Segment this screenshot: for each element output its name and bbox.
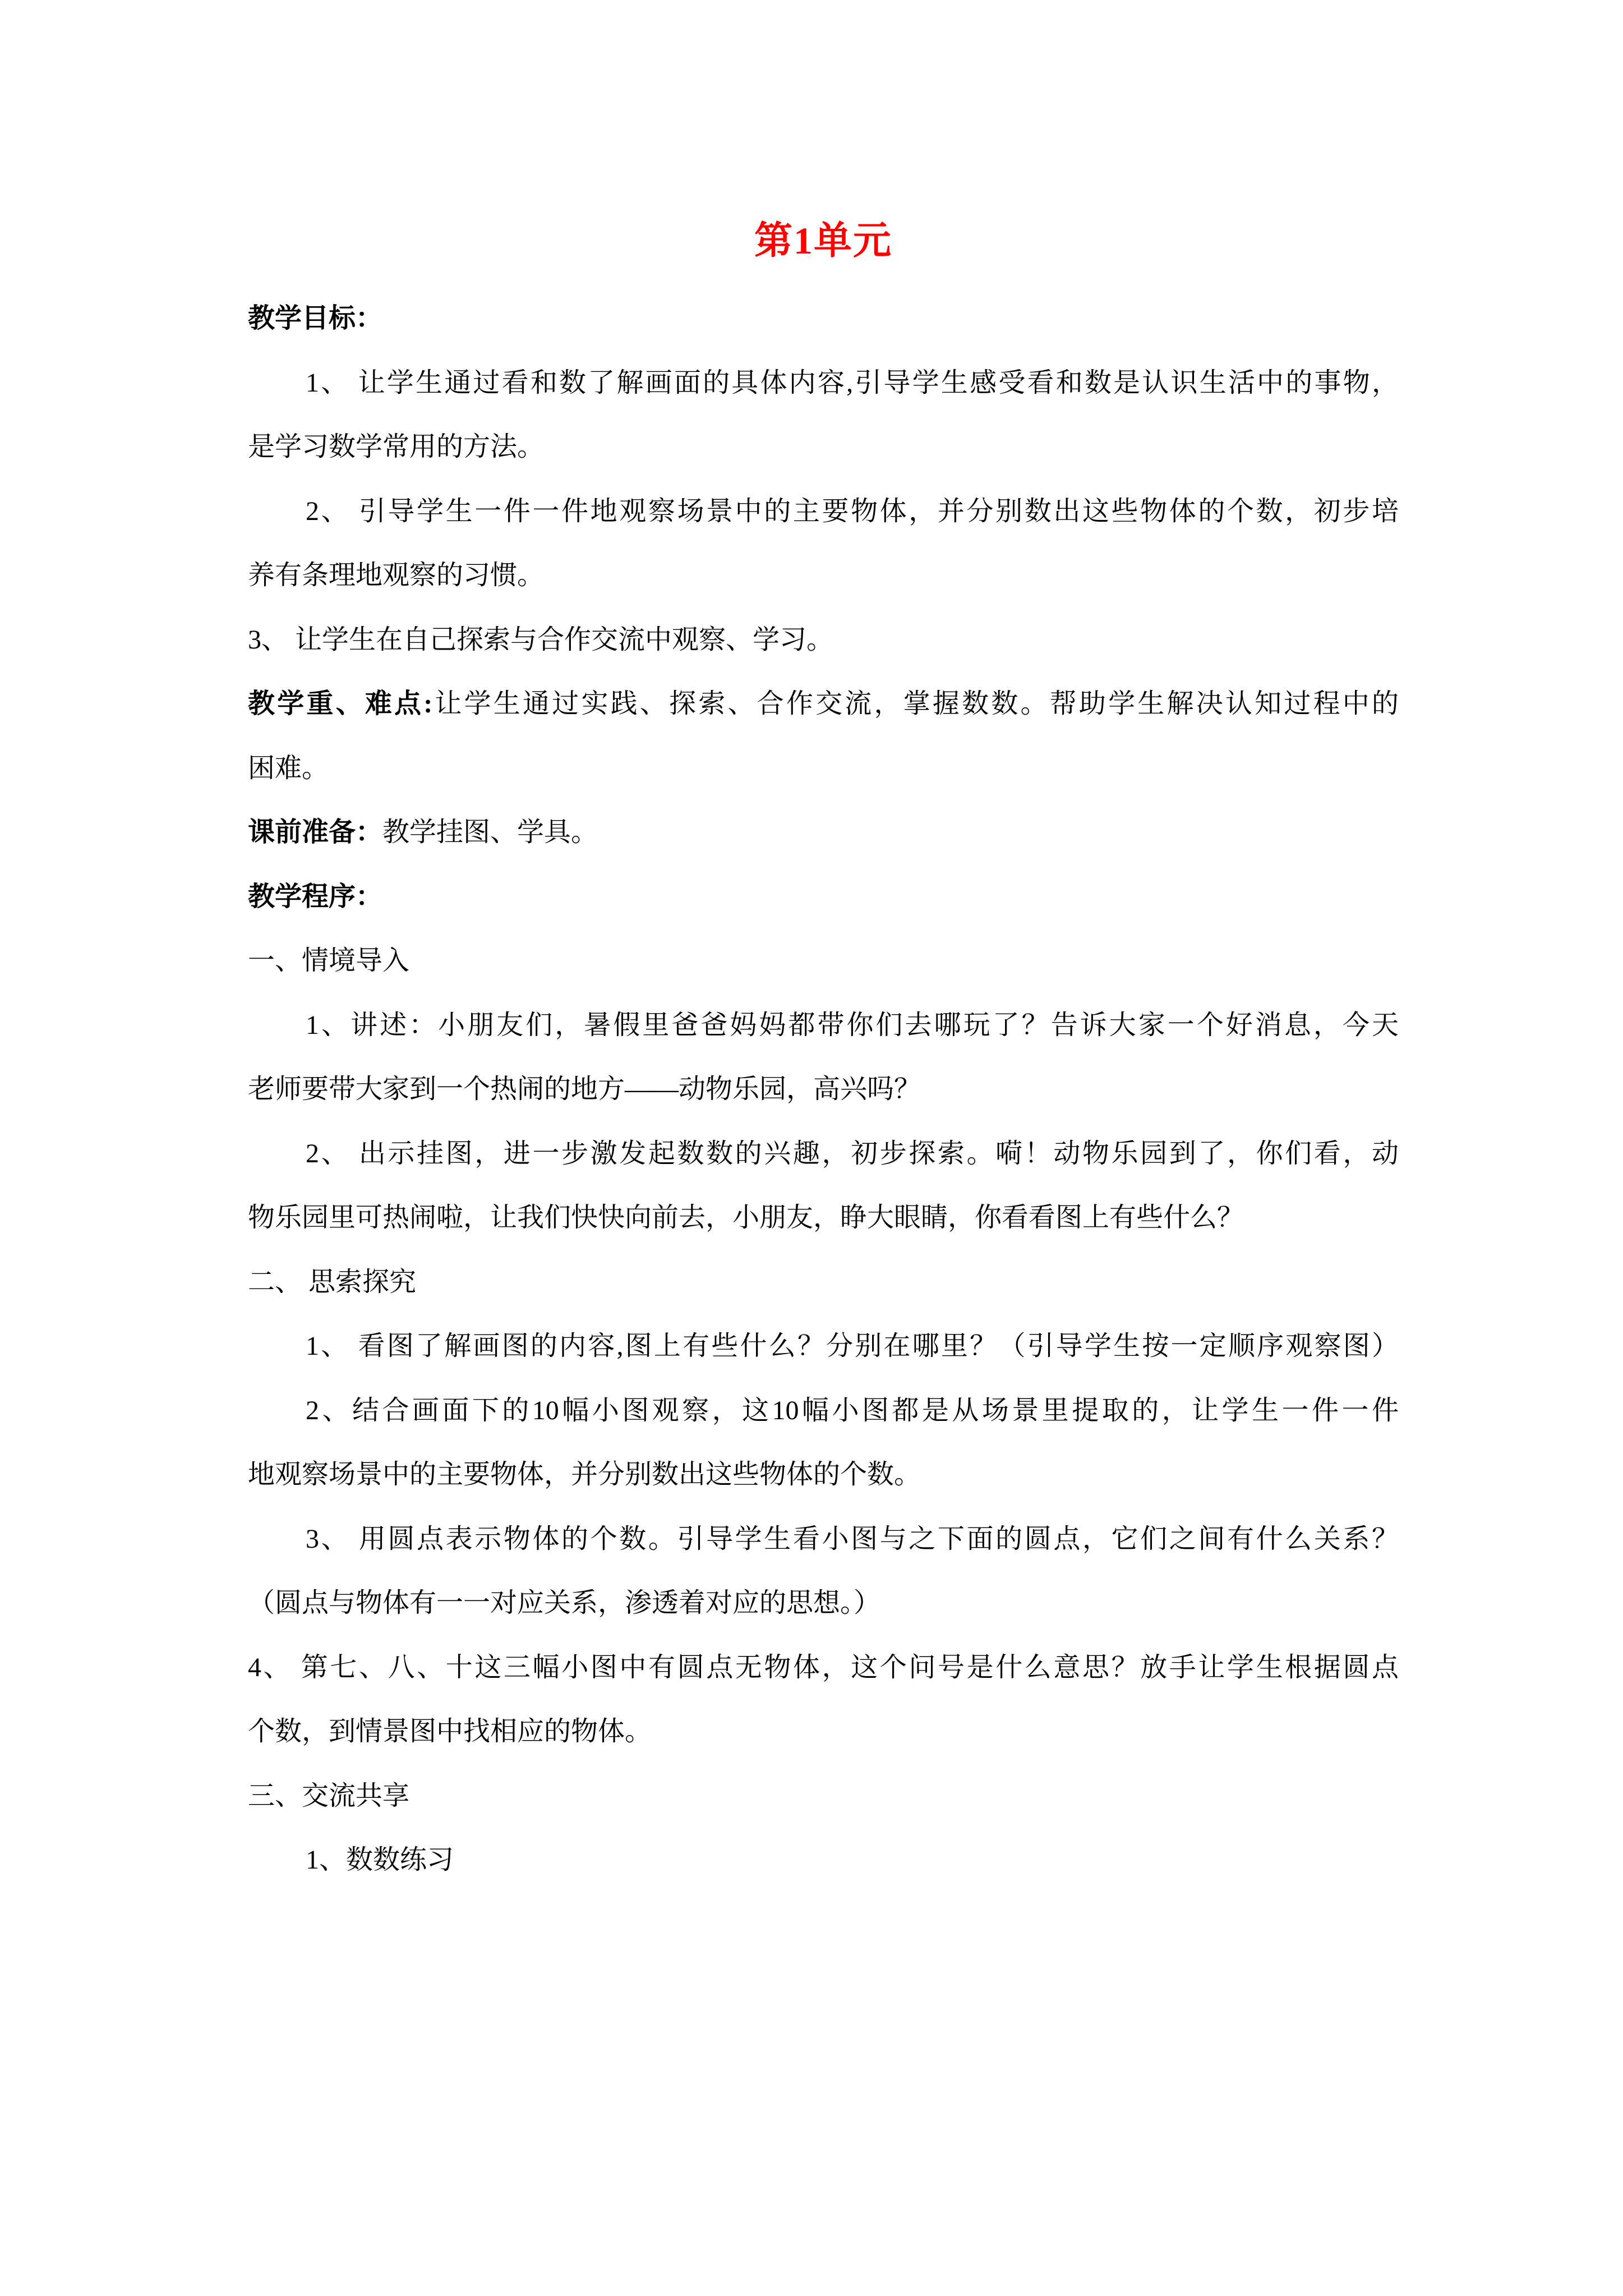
key-points-line-1 (248, 672, 1399, 737)
section-3-item-1-line-1: 1、数数练习 (306, 1845, 454, 1875)
section-1-item-1-line-1: 1、讲述：小朋友们，暑假里爸爸妈妈都带你们去哪玩了？告诉大家一个好消息，今天 (306, 1010, 1399, 1040)
procedure-heading: 教学程序： (248, 881, 383, 912)
section-1-heading: 一、情境导入 (248, 946, 410, 976)
section-2-item-4-line-2: 个数，到情景图中找相应的物体。 (248, 1717, 652, 1746)
objective-item-2-line-1: 2、 引导学生一件一件地观察场景中的主要物体，并分别数出这些物体的个数，初步培 (306, 496, 1399, 526)
key-points-text: 让学生通过实践、探索、合作交流，掌握数数。帮助学生解决认知过程中的 (432, 689, 1399, 719)
section-2-heading: 二、 思索探究 (248, 1267, 417, 1297)
preparation-text: 教学挂图、学具。 (382, 817, 598, 847)
page-title: 第1单元 (754, 219, 892, 262)
section-1-item-1-line-2: 老师要带大家到一个热闹的地方——动物乐园，高兴吗？ (248, 1074, 921, 1104)
objectives-heading: 教学目标： (248, 303, 383, 333)
preparation-line (248, 800, 1399, 865)
section-1-item-2-line-2: 物乐园里可热闹啦，让我们快快向前去，小朋友，睁大眼睛，你看看图上有些什么？ (248, 1203, 1244, 1232)
section-2-item-3-line-2: （圆点与物体有一一对应关系，渗透着对应的思想。） (248, 1588, 881, 1618)
key-points-line-2: 困难。 (248, 753, 329, 783)
key-points-label: 教学重、难点: (248, 689, 433, 719)
section-2-item-1-line-1: 1、 看图了解画图的内容,图上有些什么？分别在哪里？（引导学生按一定顺序观察图） (306, 1331, 1399, 1361)
section-2-item-2-line-1: 2、结合画面下的10幅小图观察，这10幅小图都是从场景里提取的，让学生一件一件 (306, 1395, 1399, 1425)
section-3-heading: 三、交流共享 (248, 1780, 410, 1811)
section-1-item-2-line-1: 2、 出示挂图，进一步激发起数数的兴趣，初步探索。嗬！动物乐园到了，你们看，动 (306, 1138, 1399, 1168)
objective-item-1-line-1: 1、 让学生通过看和数了解画面的具体内容,引导学生感受看和数是认识生活中的事物， (306, 367, 1399, 398)
objective-item-2-line-2: 养有条理地观察的习惯。 (248, 560, 545, 590)
preparation-label: 课前准备： (248, 817, 383, 847)
section-2-item-2-line-2: 地观察场景中的主要物体，并分别数出这些物体的个数。 (248, 1460, 921, 1489)
section-2-item-4-line-1: 4、 第七、八、十这三幅小图中有圆点无物体，这个问号是什么意思？放手让学生根据圆点 (248, 1652, 1399, 1682)
objective-item-1-line-2: 是学习数学常用的方法。 (248, 432, 545, 462)
document-body (248, 209, 1399, 1893)
objective-item-3-line-1: 3、 让学生在自己探索与合作交流中观察、学习。 (248, 624, 834, 655)
section-2-item-3-line-1: 3、 用圆点表示物体的个数。引导学生看小图与之下面的圆点，它们之间有什么关系？ (306, 1524, 1399, 1554)
